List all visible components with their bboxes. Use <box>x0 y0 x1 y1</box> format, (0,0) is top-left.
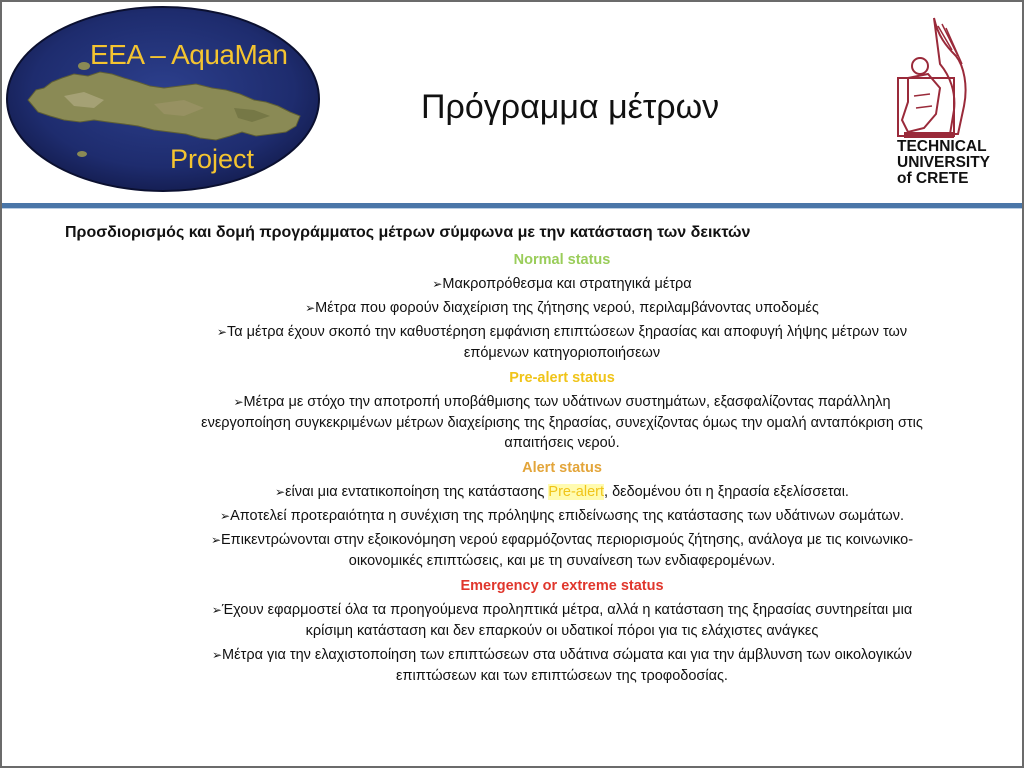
university-line-1: TECHNICAL <box>897 138 987 155</box>
prealert-highlight: Pre-alert <box>548 484 605 500</box>
university-logo <box>894 16 1004 192</box>
logo-title: EEA – AquaMan <box>90 39 288 70</box>
list-item: ➢Μέτρα με στόχο την αποτροπή υποβάθμισης των υδάτινων συστημάτων, εξασφαλίζοντας παράλληλη <box>233 394 891 410</box>
list-item: ➢Μακροπρόθεσμα και στρατηγικά μέτρα <box>432 276 692 292</box>
bullet-arrow-icon: ➢ <box>305 301 316 315</box>
list-item: ➢Αποτελεί προτεραιότητα η συνέχιση της πρόληψης επιδείνωσης της κατάστασης των υδάτινων σωμάτων. <box>220 508 904 524</box>
aquaman-logo <box>4 4 322 194</box>
page-title: Πρόγραμμα μέτρων <box>421 88 720 126</box>
bullet-arrow-icon: ➢ <box>432 277 443 291</box>
list-item: ➢Έχουν εφαρμοστεί όλα τα προηγούμενα προληπτικά μέτρα, αλλά η κατάσταση της ξηρασίας συντηρείται μια <box>211 602 913 618</box>
list-item: ➢είναι μια εντατικοποίηση της κατάστασης Pre-alert, δεδομένου ότι η ξηρασία εξελίσσεται. <box>275 484 849 500</box>
bullet-arrow-icon: ➢ <box>233 395 244 409</box>
bullet-arrow-icon: ➢ <box>275 485 286 499</box>
list-item: ➢Μέτρα που φορούν διαχείριση της ζήτησης νερού, περιλαμβάνοντας υποδομές <box>305 300 819 316</box>
list-item-continuation: επόμενων κατηγοριοποιήσεων <box>463 345 661 361</box>
list-item: ➢Τα μέτρα έχουν σκοπό την καθυστέρηση εμφάνιση επιπτώσεων ξηρασίας και αποφυγή λήψης μέτρων των <box>216 324 908 340</box>
emergency-status-label: Emergency or extreme status <box>460 578 664 594</box>
header-divider-light <box>2 208 1022 209</box>
list-item-continuation: επιπτώσεων και των επιπτώσεων της τροφοδοσίας. <box>396 668 728 684</box>
list-item-continuation: ενεργοποίηση συγκεκριμένων μέτρων διαχείρισης της ξηρασίας, συνεχίζοντας όμως την ομαλή ανταπόκριση στις <box>201 415 923 431</box>
bullet-arrow-icon: ➢ <box>220 509 231 523</box>
crete-map-image <box>4 4 322 194</box>
list-item-continuation: απαιτήσεις νερού. <box>504 435 620 451</box>
bullet-arrow-icon: ➢ <box>211 603 222 617</box>
logo-subtitle: Project <box>170 144 255 174</box>
normal-status-label: Normal status <box>513 252 611 268</box>
university-emblem-icon <box>894 16 972 141</box>
bullet-arrow-icon: ➢ <box>210 533 222 547</box>
list-item-continuation: οικονομικές επιπτώσεις, και με τη συναίνεση των ενδιαφερομένων. <box>348 553 776 569</box>
university-line-3: of CRETE <box>897 170 969 187</box>
section-heading: Προσδιορισμός και δομή προγράμματος μέτρων σύμφωνα με την κατάσταση των δεικτών <box>65 224 751 241</box>
bullet-arrow-icon: ➢ <box>216 325 227 339</box>
bullet-arrow-icon: ➢ <box>211 648 223 662</box>
university-line-2: UNIVERSITY <box>897 154 991 171</box>
alert-status-label: Alert status <box>522 460 602 476</box>
list-item: ➢Επικεντρώνονται στην εξοικονόμηση νερού εφαρμόζοντας περιορισμούς ζήτησης, ανάλογα με τις κοινωνικο- <box>210 532 914 548</box>
prealert-status-label: Pre-alert status <box>509 370 615 386</box>
list-item-continuation: κρίσιμη κατάσταση και δεν επαρκούν οι υδατικοί πόροι για τις ελάχιστες ανάγκες <box>305 623 819 639</box>
list-item: ➢Μέτρα για την ελαχιστοποίηση των επιπτώσεων στα υδάτινα σώματα και για την άμβλυνση των οικολογικών <box>211 647 912 663</box>
